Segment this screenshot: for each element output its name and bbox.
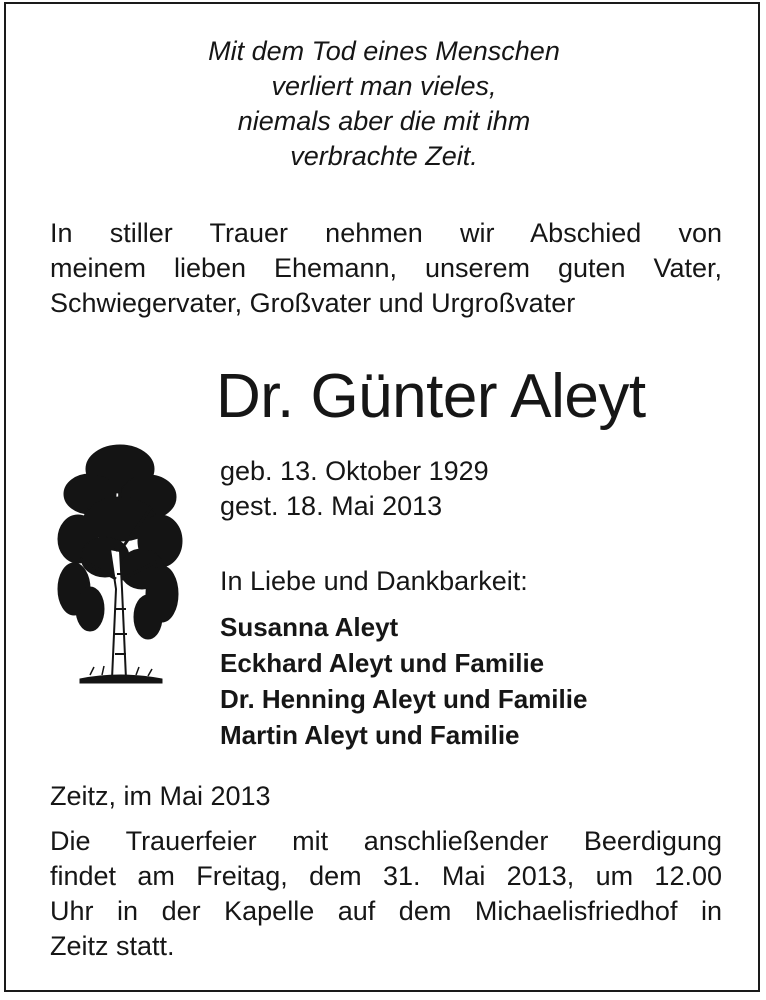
mourners-list bbox=[220, 609, 587, 753]
service-line: Die Trauerfeier mit anschließender Beerdigung bbox=[50, 826, 722, 856]
intro-line: meinem lieben Ehemann, unserem guten Vater, bbox=[50, 253, 722, 283]
death-date: gest. 18. Mai 2013 bbox=[220, 491, 443, 521]
intro-text bbox=[50, 216, 722, 321]
place-date: Zeitz, im Mai 2013 bbox=[50, 781, 271, 811]
funeral-service-info bbox=[50, 824, 722, 964]
birth-date: geb. 13. Oktober 1929 bbox=[220, 456, 489, 486]
quote-line: verbrachte Zeit. bbox=[290, 141, 478, 171]
mourner-name: Dr. Henning Aleyt und Familie bbox=[220, 684, 588, 714]
quote-line: Mit dem Tod eines Menschen bbox=[208, 36, 560, 66]
quote-line: niemals aber die mit ihm bbox=[237, 106, 531, 136]
intro-line: Schwiegervater, Großvater und Urgroßvater bbox=[50, 288, 576, 318]
service-line: findet am Freitag, dem 31. Mai 2013, um 12.00 bbox=[50, 861, 722, 891]
birch-tree-icon bbox=[50, 439, 190, 689]
service-line: Uhr in der Kapelle auf dem Michaelisfriedhof in bbox=[50, 896, 722, 926]
deceased-name: Dr. Günter Aleyt bbox=[216, 362, 646, 431]
mourner-name: Eckhard Aleyt und Familie bbox=[220, 648, 545, 678]
mourners-heading: In Liebe und Dankbarkeit: bbox=[220, 566, 528, 596]
mourner-name: Susanna Aleyt bbox=[220, 612, 399, 642]
mourner-name: Martin Aleyt und Familie bbox=[220, 720, 520, 750]
life-dates bbox=[220, 454, 489, 524]
obituary-notice bbox=[4, 2, 760, 992]
intro-line: In stiller Trauer nehmen wir Abschied von bbox=[50, 218, 722, 248]
quote-line: verliert man vieles, bbox=[271, 71, 497, 101]
memorial-quote bbox=[6, 34, 762, 174]
service-line: Zeitz statt. bbox=[50, 931, 175, 961]
